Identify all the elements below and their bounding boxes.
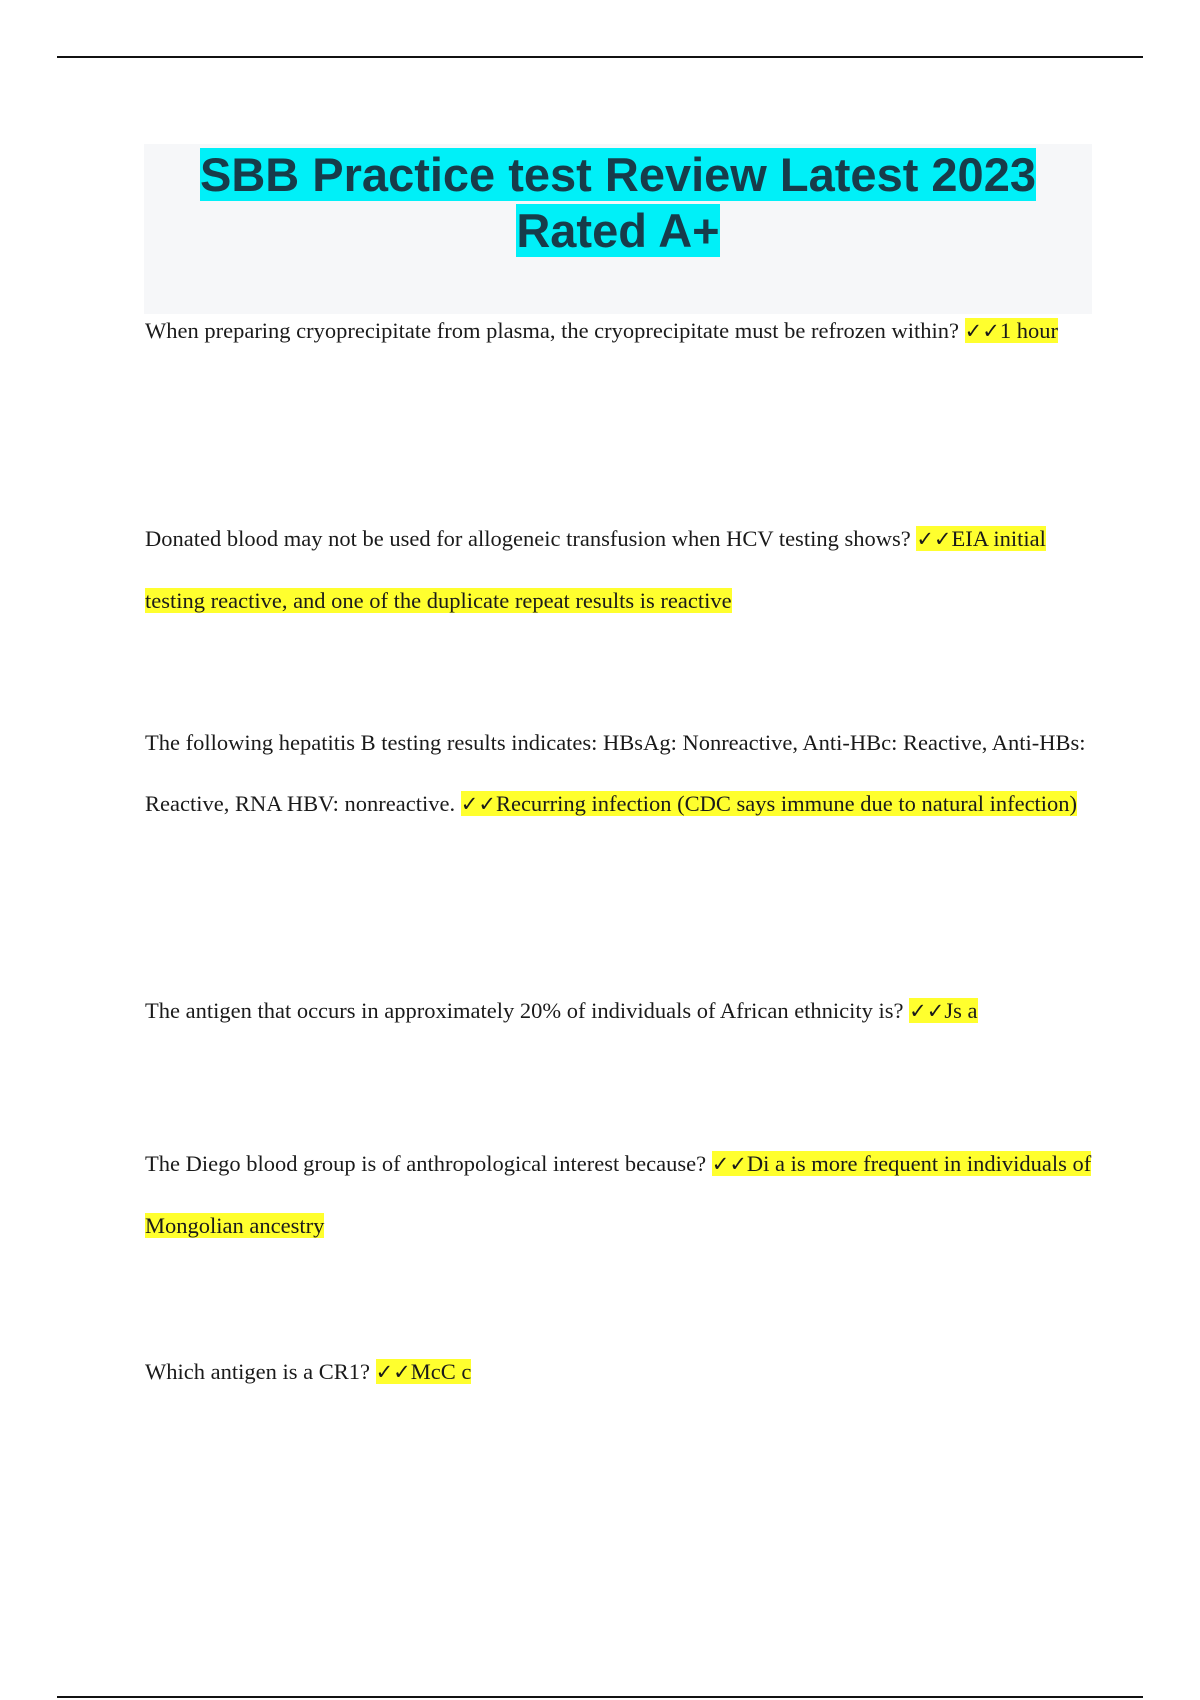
answer-6-text: McC c xyxy=(410,1359,472,1384)
bottom-rule xyxy=(57,1696,1143,1698)
answer-4 xyxy=(909,998,977,1023)
answer-4-text: Js a xyxy=(944,998,978,1023)
answer-3 xyxy=(461,791,1077,816)
double-check-icon: ✓✓ xyxy=(916,527,952,551)
question-4: The antigen that occurs in approximately 20% of individuals of African ethnicity is? xyxy=(145,998,904,1023)
answer-5-text: Di a is more frequent in individuals of Mongolian ancestry xyxy=(145,1151,1092,1238)
question-6: Which antigen is a CR1? xyxy=(145,1359,370,1384)
answer-1-text: 1 hour xyxy=(999,318,1058,343)
double-check-icon: ✓✓ xyxy=(460,792,496,816)
answer-3-text: Recurring infection (CDC says immune due to natural infection) xyxy=(495,791,1078,816)
qa-item-2 xyxy=(145,508,1095,631)
question-5: The Diego blood group is of anthropological interest because? xyxy=(145,1151,707,1176)
qa-item-4 xyxy=(145,980,1095,1042)
question-1: When preparing cryoprecipitate from plasma, the cryoprecipitate must be refrozen within? xyxy=(145,318,960,343)
question-2: Donated blood may not be used for allogeneic transfusion when HCV testing shows? xyxy=(145,526,911,551)
double-check-icon: ✓✓ xyxy=(711,1152,747,1176)
answer-1 xyxy=(965,318,1058,343)
question-3: The following hepatitis B testing results indicates: HBsAg: Nonreactive, Anti-HBc: Reactive, Anti-HBs: Reactive, RNA HBV: nonreactive. xyxy=(145,730,1086,816)
answer-6 xyxy=(376,1359,472,1384)
answer-2-text: EIA initial testing reactive, and one of the duplicate repeat results is reactive xyxy=(145,526,1046,613)
document-title xyxy=(144,144,1092,259)
qa-item-5 xyxy=(145,1133,1095,1256)
top-rule xyxy=(57,56,1143,58)
title-box xyxy=(144,144,1092,314)
double-check-icon: ✓✓ xyxy=(375,1360,411,1384)
double-check-icon: ✓✓ xyxy=(909,999,945,1023)
qa-item-6 xyxy=(145,1341,1095,1403)
qa-item-1 xyxy=(145,300,1095,362)
qa-item-3 xyxy=(145,712,1095,835)
document-title-text: SBB Practice test Review Latest 2023 Rated A+ xyxy=(200,148,1036,257)
double-check-icon: ✓✓ xyxy=(964,319,1000,343)
